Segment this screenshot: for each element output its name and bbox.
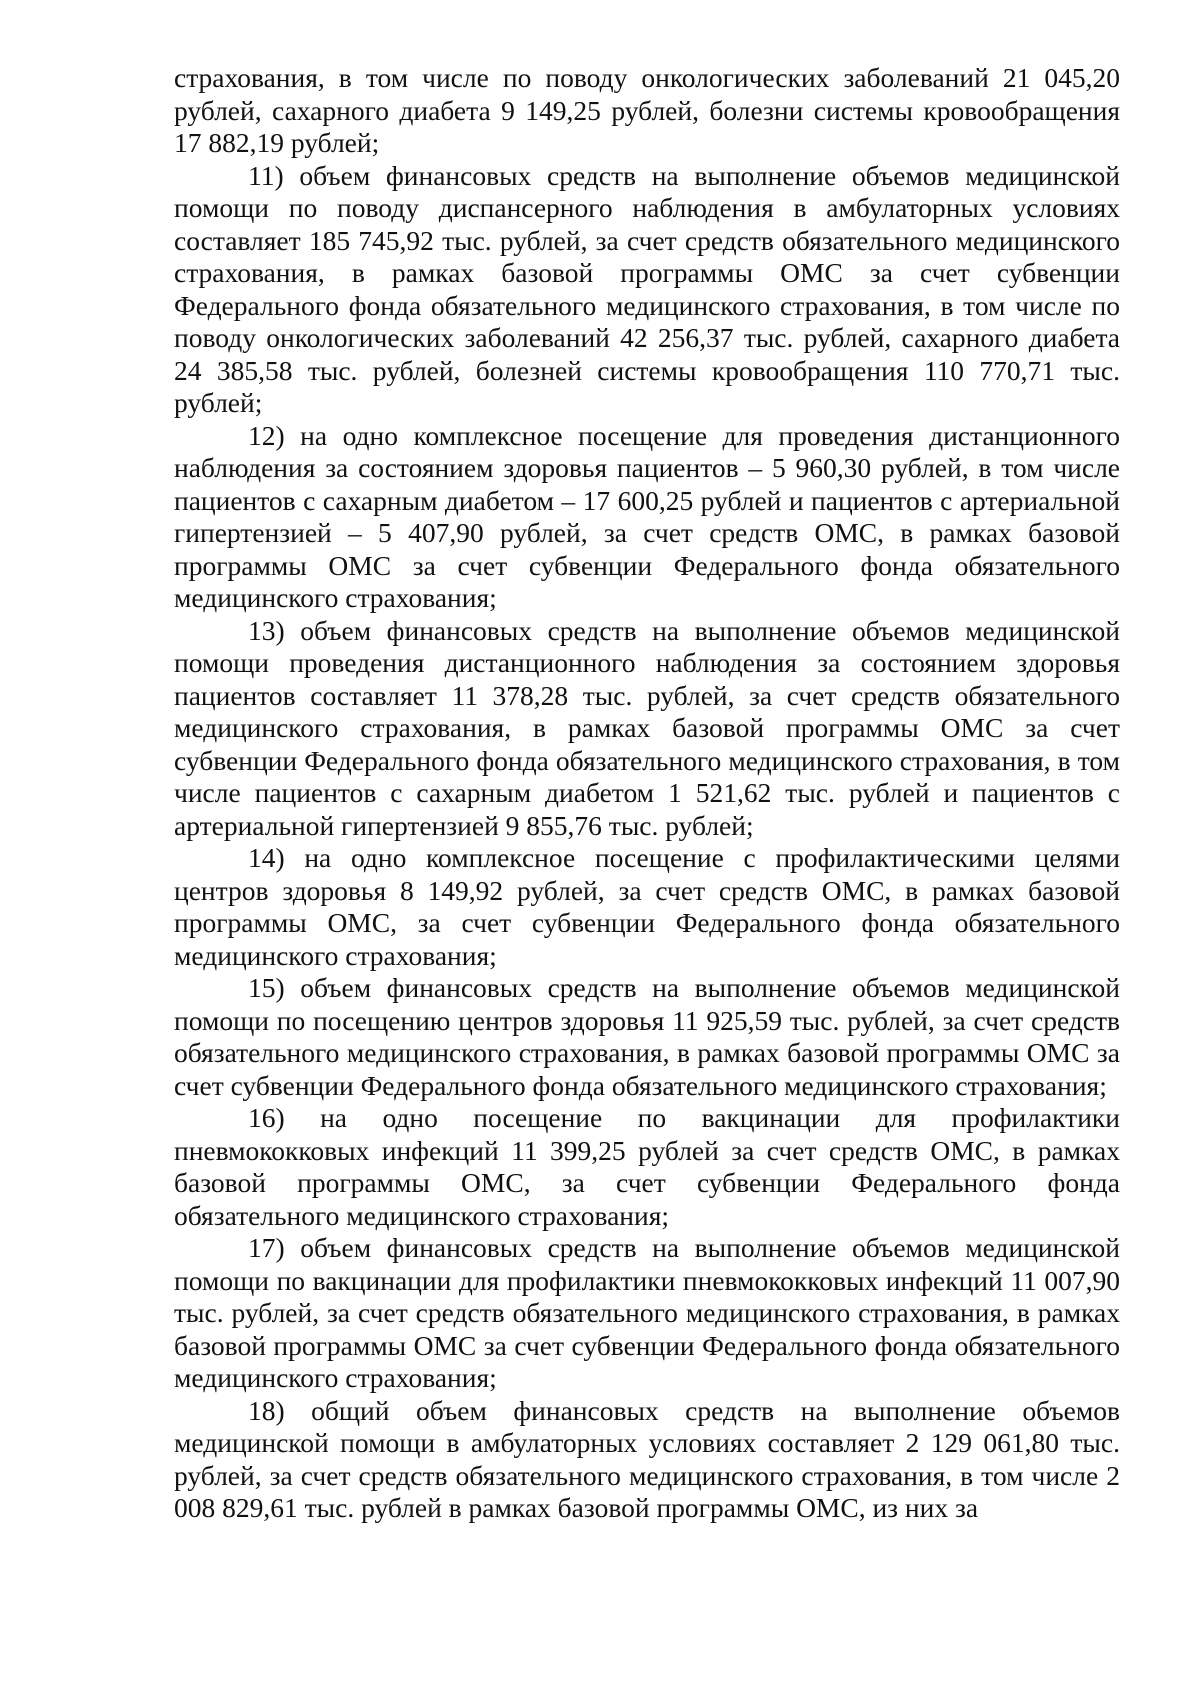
paragraph-item-18: 18) общий объем финансовых средств на выполнение объемов медицинской помощи в амбулаторных условиях составляет 2 129 061,80 тыс. рублей, за счет средств обязательного медицинского страхования, в том числе 2 008 829,61 тыс. рублей в рамках базовой программы ОМС, из них за	[174, 1394, 1120, 1523]
paragraph-continuation: страхования, в том числе по поводу онкологических заболеваний 21 045,20 рублей, сахарного диабета 9 149,25 рублей, болезни системы кровообращения 17 882,19 рублей;	[174, 62, 1120, 158]
paragraph-item-15: 15) объем финансовых средств на выполнение объемов медицинской помощи по посещению центров здоровья 11 925,59 тыс. рублей, за счет средств обязательного медицинского страхования, в рамках базовой программы ОМС за счет субвенции Федерального фонда обязательного медицинского страхования;	[174, 972, 1120, 1101]
paragraph-item-16: 16) на одно посещение по вакцинации для профилактики пневмококковых инфекций 11 399,25 рублей за счет средств ОМС, в рамках базовой программы ОМС, за счет субвенции Федерального фонда обязательного медицинского страхования;	[174, 1102, 1120, 1231]
paragraph-item-17: 17) объем финансовых средств на выполнение объемов медицинской помощи по вакцинации для профилактики пневмококковых инфекций 11 007,90 тыс. рублей, за счет средств обязательного медицинского страхования, в рамках базовой программы ОМС за счет субвенции Федерального фонда обязательного медицинского страхования;	[174, 1232, 1120, 1393]
paragraph-item-11: 11) объем финансовых средств на выполнение объемов медицинской помощи по поводу диспансерного наблюдения в амбулаторных условиях составляет 185 745,92 тыс. рублей, за счет средств обязательного медицинского страхования, в рамках базовой программы ОМС за счет субвенции Федерального фонда обязательного медицинского страхования, в том числе по поводу онкологических заболеваний 42 256,37 тыс. рублей, сахарного диабета 24 385,58 тыс. рублей, болезней системы кровообращения 110 770,71 тыс. рублей;	[174, 159, 1120, 418]
paragraph-item-14: 14) на одно комплексное посещение с профилактическими целями центров здоровья 8 149,92 рублей, за счет средств ОМС, в рамках базовой программы ОМС, за счет субвенции Федерального фонда обязательного медицинского страхования;	[174, 842, 1120, 971]
document-page	[174, 62, 1120, 1525]
paragraph-item-12: 12) на одно комплексное посещение для проведения дистанционного наблюдения за состоянием здоровья пациентов – 5 960,30 рублей, в том числе пациентов с сахарным диабетом – 17 600,25 рублей и пациентов с артериальной гипертензией – 5 407,90 рублей, за счет средств ОМС, в рамках базовой программы ОМС за счет субвенции Федерального фонда обязательного медицинского страхования;	[174, 419, 1120, 613]
paragraph-item-13: 13) объем финансовых средств на выполнение объемов медицинской помощи проведения дистанционного наблюдения за состоянием здоровья пациентов составляет 11 378,28 тыс. рублей, за счет средств обязательного медицинского страхования, в рамках базовой программы ОМС за счет субвенции Федерального фонда обязательного медицинского страхования, в том числе пациентов с сахарным диабетом 1 521,62 тыс. рублей и пациентов с артериальной гипертензией 9 855,76 тыс. рублей;	[174, 614, 1120, 841]
